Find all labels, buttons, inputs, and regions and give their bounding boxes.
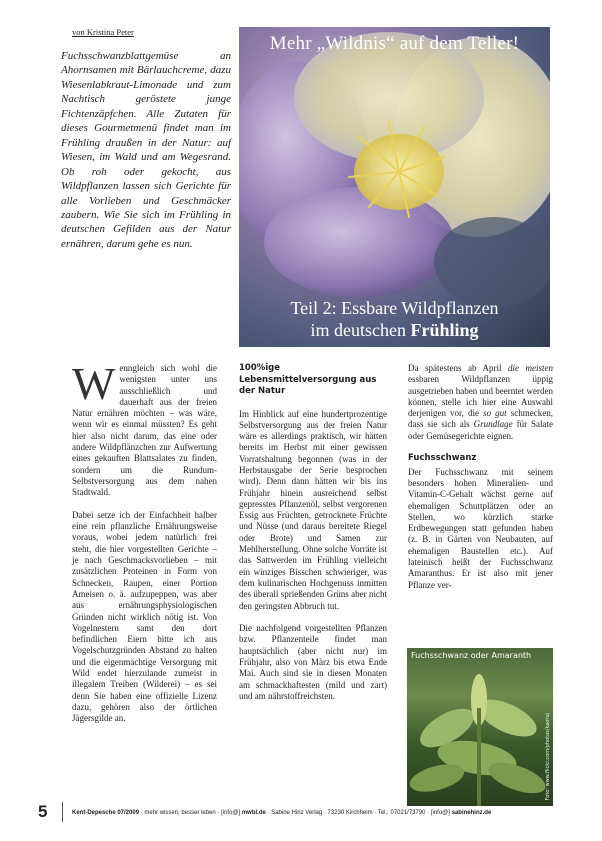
col3-p1-emphasis-3: Grundlage: [473, 419, 513, 430]
page-number: 5: [38, 802, 48, 821]
col1-paragraph-2: Dabei setze ich der Einfachheit halber eine rein pflanzliche Ernährungsweise voraus, wobei jedem natürlich frei steht, die hier vorgestellten Gerichte – je nach Geschmacksvorlieben – mit zusätzlichen Proteinen in Form von Schnecken, Raupen, einer Portion Ameisen o. ä. aufzupeppen, was aber aus ernährungsphysiologischen Gründen nicht wirklich nötig ist. Von Vogelnestern samt den dort befindlichen Eiern bitte ich aus Vogelschutzgründen Abstand zu halten und die eigenmächtige Versorgung mit Wild endet hierzulande zumeist in illegalem Treiben (Wilderei) – es sei denn Sie haben eine offizielle Lizenz dazu, gehören also der örtlichen Jägersgilde an.: [72, 509, 217, 724]
col3-p1-emphasis-1: die meisten: [508, 363, 553, 373]
dropcap: W: [72, 358, 116, 409]
col1-paragraph-1: [72, 358, 217, 499]
col3-paragraph-1: [408, 363, 553, 442]
col3-p1-part-e: schmecken, dass sie sich als: [408, 408, 553, 430]
footer-site-2: sabinehinz.de: [451, 810, 492, 816]
col3-heading: Fuchsschwanz: [408, 453, 477, 464]
footer-tagline: · mehr wissen, besser leben · [info@]: [139, 810, 242, 816]
hero-image: [239, 27, 550, 347]
intro-text: Fuchsschwanzblattgemüse an Ahornsamen mit Bärlauchcreme, dazu Wiesenlabkraut-Limonade und zum Nachtisch geröstete junge Fichtenzäpfchen. Alle Zutaten für dieses Gourmetmenü findet man im Frühling draußen in der Natur: auf Wiesen, im Wald und am Wegesrand. Ob roh oder gekocht, aus Wildpflanzen lassen sich Gerichte für alle Vorlieben und Geschmäcker zaubern. Wie Sie sich im Frühling in deutschen Gefilden aus der Natur ernähren, darum gehe es nun.: [61, 50, 231, 250]
col2-paragraph-2: Die nachfolgend vorgestellten Pflanzen bzw. Pflanzenteile findet man hauptsächlich (aber nicht nur) im Frühjahr, also von März bis etwa Ende Mai. Auch sind sie in diesen Monaten am schmackhaftesten (mild und zart) und am nährstoffreichsten.: [239, 623, 387, 701]
footer-divider: [62, 802, 63, 822]
footer-site-1: mwbl.de: [241, 810, 266, 816]
plant-caption: Fuchsschwanz oder Amaranth: [411, 651, 532, 660]
hero-subtitle-line1: Teil 2: Essbare Wildpflanzen: [290, 298, 499, 318]
col2-paragraph-1: Im Hinblick auf eine hundertprozentige Selbstversorgung aus der freien Natur wäre es allerdings praktisch, wir hätten bereits im Herbst mit einer gewissen Vorratshaltung begonnen (was in der Herbstausgabe der Serie besprochen wird). Denn dann hätten wir bis ins Frühjahr hinein ausreichend selbst gepresstes Pflanzenöl, selbst vergorenen Essig aus Früchten, getrocknete Früchte und Nüsse (und daraus bereitete Riegel oder Brote) und Samen zur Mehlherstellung. Ohne solche Vorräte ist das Sattwerden im Frühling vielleicht ein winziges Bisschen schwieriger, was dem kulinarischen Hochgenuss inmitten des überall sprießenden Grüns aber nicht den geringsten Abbruch tut.: [239, 408, 387, 611]
col3-p1-part-c: essbaren Wildpflanzen üppig ausgetrieben haben und beerntet werden können, stelle ich hier eine Auswahl derjenigen vor, die: [408, 374, 553, 419]
col3-p1-part-g: für Salate oder Gemüsegerichte eignen.: [408, 419, 553, 441]
amaranth-illustration: [407, 648, 553, 806]
col3-paragraph-2: Der Fuchsschwanz mit seinem besonders hohen Mineralien- und Vitamin-C-Gehalt wächst gerne auf ehemaligen Schuttplätzen oder an Stellen, wo kürzlich starke Erdbewegungen statt gefunden haben (z. B. in Gärten von Neubauten, auf ehemaligen Baustellen etc.). Auf lateinisch heißt der Fuchsschwanz Amaranthus. Er ist also mit jener Pflanze ver-: [408, 466, 553, 590]
col3-p1-emphasis-2: so gut: [483, 408, 507, 419]
author-byline: von Kristina Peter: [72, 27, 134, 37]
footer-address: · Sabine Hinz Verlag · 73230 Kirchheim · Tel.: 07021/73790 · [info@]: [265, 810, 452, 816]
hero-subtitle-line2: [239, 319, 550, 341]
hero-subtitle-line2-text: im deutschen: [310, 320, 411, 340]
col1-paragraph-1-text: enngleich sich wohl die wenigsten unter uns ausschließlich und dauerhaft aus der freien Natur ernähren möchten – was wäre, wenn wir es einmal müssten? Es geht hier also nicht darum, das eine oder andere Wildpflänzchen zur Aufwertung eines gekauften Blattsalates zu finden, sondern um die Rundum-Selbstversorgung aus dem nahen Stadtwald.: [72, 363, 217, 498]
article-column-2: [239, 363, 387, 714]
article-column-1: [72, 358, 217, 736]
plant-photo: [407, 648, 553, 806]
photo-credit: Foto: www.flickr.com/photos/kaoruj: [545, 712, 551, 800]
footer-publication: Kent-Depesche 07/2009: [72, 810, 140, 816]
hero-subtitle: [239, 297, 550, 341]
col2-heading: 100%ige Lebensmittelversorgung aus der Natur: [239, 363, 377, 396]
hero-subtitle-emphasis: Frühling: [410, 320, 479, 340]
footer-line: [72, 810, 558, 816]
hero-title: Mehr „Wildnis“ auf dem Teller!: [269, 33, 520, 54]
col3-p1-part-a: Da spätestens ab April: [408, 363, 508, 373]
article-column-3: [408, 363, 553, 591]
